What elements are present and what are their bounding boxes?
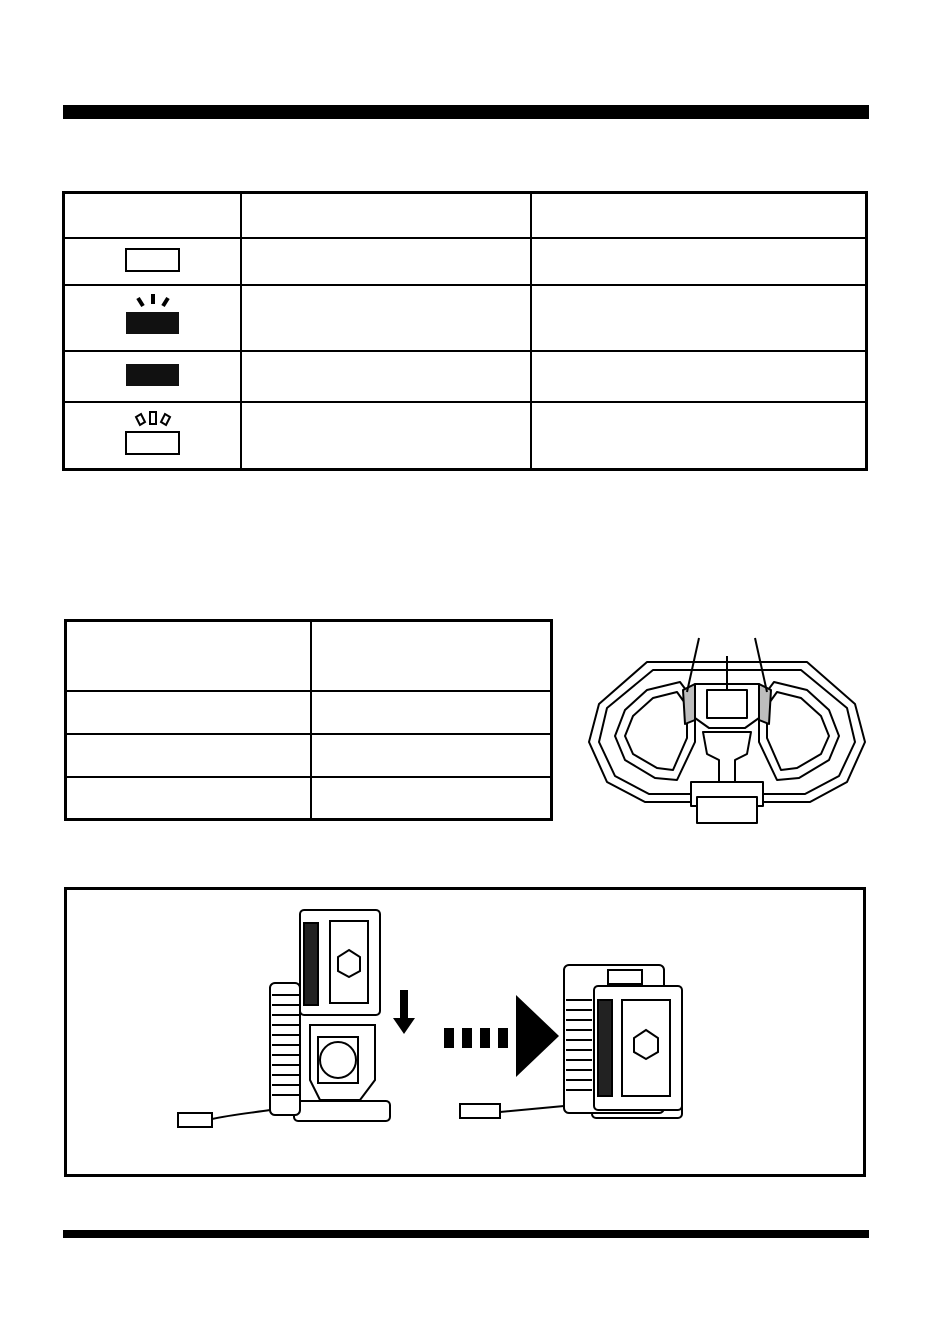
spec-value (311, 621, 552, 691)
spec-label (66, 621, 312, 691)
status-cell (241, 285, 531, 351)
header-cell (64, 193, 242, 238)
meaning-cell (531, 238, 867, 285)
led-flashing-outline-icon (123, 409, 183, 459)
status-cell (241, 238, 531, 285)
status-cell (241, 351, 531, 402)
table-header-row (64, 193, 867, 238)
table-row (66, 777, 552, 820)
spec-value (311, 734, 552, 777)
charger-top-view-icon (585, 632, 870, 828)
table-row (64, 351, 867, 402)
table-row (66, 621, 552, 691)
table-row (64, 402, 867, 470)
header-rule (63, 105, 869, 119)
footer-rule (63, 1230, 869, 1238)
down-arrow-icon (393, 990, 415, 1036)
table-row (66, 691, 552, 734)
header-cell (241, 193, 531, 238)
meaning-cell (531, 285, 867, 351)
meaning-cell (531, 402, 867, 470)
led-flashing-red-icon (123, 292, 183, 340)
led-status-table (62, 191, 868, 471)
spec-table (64, 619, 553, 821)
spec-label (66, 734, 312, 777)
meaning-cell (531, 351, 867, 402)
header-cell (531, 193, 867, 238)
table-row (66, 734, 552, 777)
battery-inserted-after-icon (452, 960, 692, 1130)
table-row (64, 285, 867, 351)
table-row (64, 238, 867, 285)
battery-insert-before-icon (170, 905, 395, 1135)
spec-value (311, 691, 552, 734)
spec-label (66, 691, 312, 734)
spec-label (66, 777, 312, 820)
led-solid-icon (123, 361, 183, 389)
spec-value (311, 777, 552, 820)
led-off-icon (123, 246, 183, 274)
status-cell (241, 402, 531, 470)
